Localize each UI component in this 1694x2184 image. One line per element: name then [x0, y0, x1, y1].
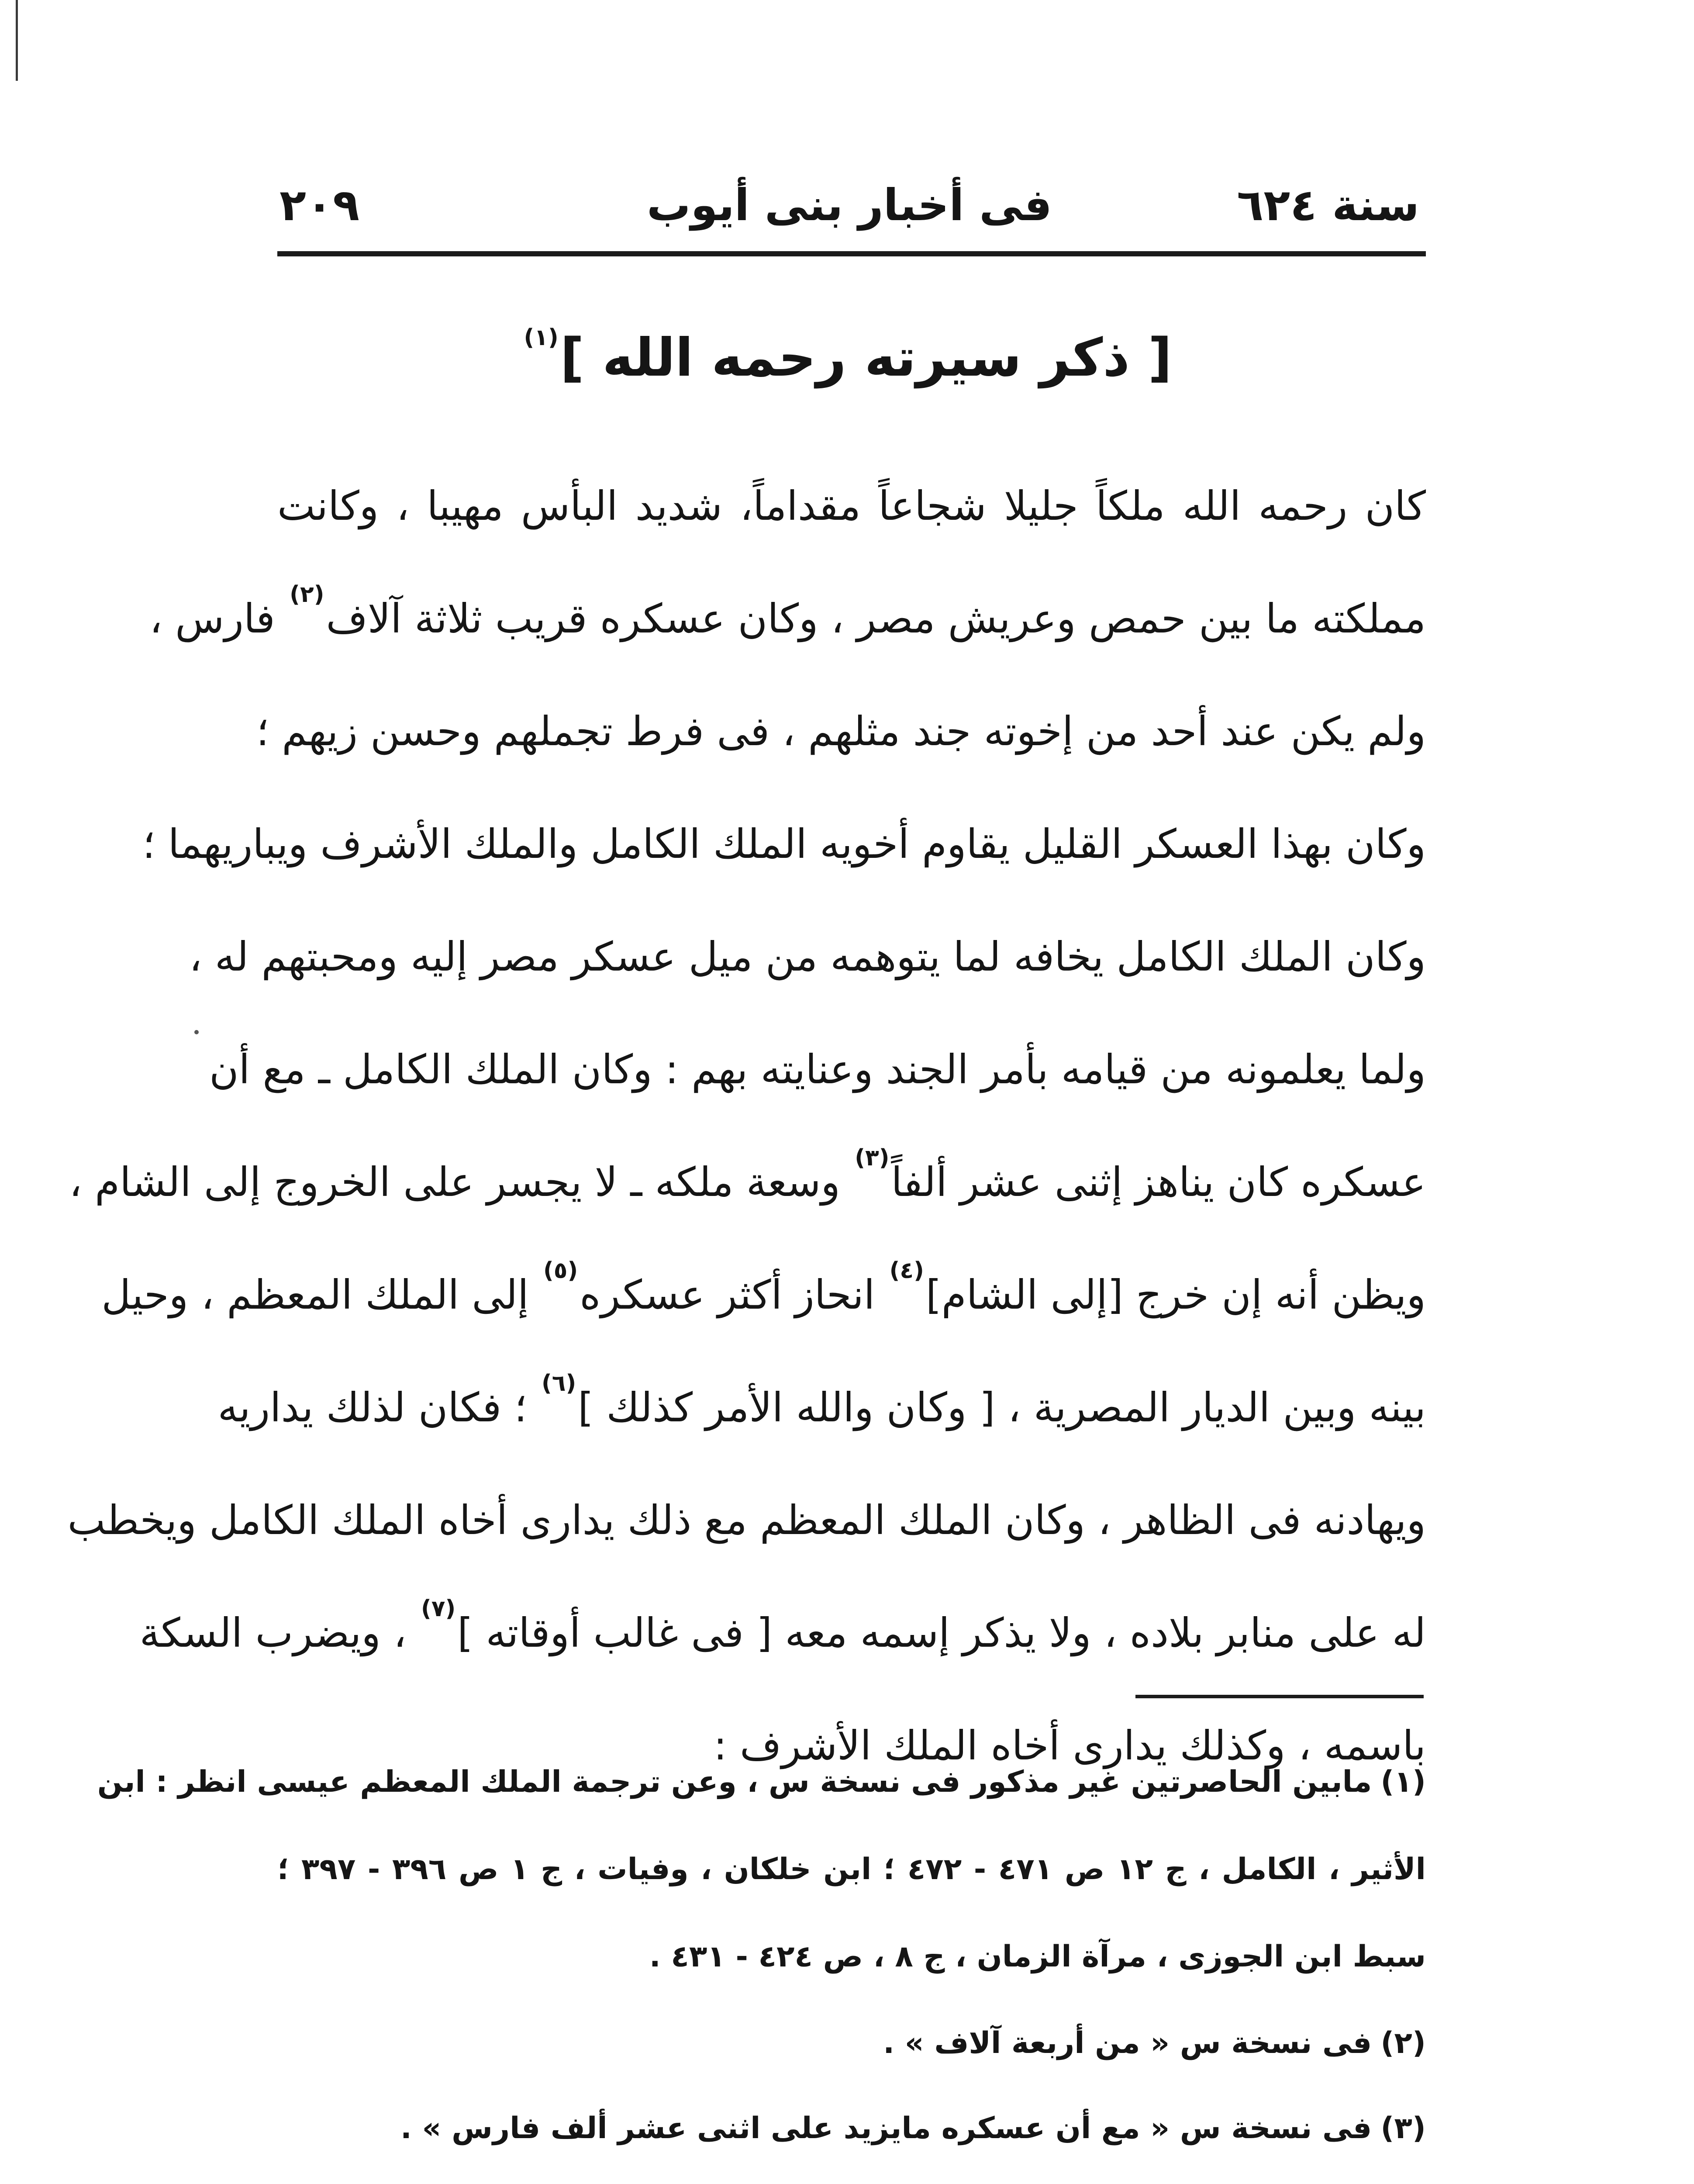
body-text [67, 450, 1426, 1802]
footnote-line [277, 2001, 1426, 2086]
footnote-number: (١) [1380, 1765, 1426, 1799]
footnote-marker: (٤) [889, 1258, 924, 1284]
body-line: باسمه ، وكذلك يدارى أخاه الملك الأشرف : [713, 1722, 1426, 1769]
footnote-text: سبط ابن الجوزى ، مرآة الزمان ، ج ٨ ، ص ٤٢٤ - ٤٣١ . [649, 1939, 1426, 1974]
footnote-text: مابين الحاصرتين غير مذكور فى نسخة س ، وعن ترجمة الملك المعظم عيسى انظر : ابن [97, 1765, 1372, 1799]
footnote-text: فى نسخة س « مع أن عسكره مايزيد على اثنى عشر ألف فارس » . [400, 2111, 1372, 2146]
running-header [271, 166, 1428, 245]
footnote-marker: (٧) [421, 1596, 456, 1622]
footnote-number: (٢) [1380, 2026, 1426, 2060]
header-year: سنة ٦٢٤ [1237, 180, 1419, 231]
footnote-number: (٣) [1380, 2111, 1426, 2146]
body-line: له على منابر بلاده ، ولا يذكر إسمه معه [ فى غالب أوقاته ]$^{(٧)}$ ، ويضرب السكة [139, 1596, 1426, 1656]
body-line: ولم يكن عند أحد من إخوته جند مثلهم ، فى فرط تجملهم وحسن زيهم ؛ [256, 708, 1426, 755]
footnote-marker: (٣) [855, 1145, 890, 1171]
footnote-marker: (٦) [541, 1370, 576, 1396]
body-line: مملكته ما بين حمص وعريش مصر ، وكان عسكره قريب ثلاثة آلاف$^{(٢)}$ فارس ، [149, 581, 1426, 642]
footnotes [97, 1738, 1426, 2184]
body-line: ويهادنه فى الظاهر ، وكان الملك المعظم مع ذلك يدارى أخاه الملك الكامل ويخطب [67, 1497, 1426, 1544]
footnote-line [277, 1826, 1426, 1913]
body-line: كان رحمه الله ملكاً جليلا شجاعاً مقداماً، شديد البأس مهيبا ، وكانت [277, 483, 1426, 529]
body-line: بينه وبين الديار المصرية ، [ وكان والله الأمر كذلك ]$^{(٦)}$ ؛ فكان لذلك يداريه [217, 1370, 1426, 1431]
footnote-line [277, 2171, 1426, 2184]
footnote-line [277, 1913, 1426, 2001]
footnote-line [97, 1738, 1426, 1826]
print-speck [194, 1030, 199, 1034]
footnote-text: فى نسخة س « من أربعة آلاف » . [883, 2026, 1372, 2060]
body-line: عسكره كان يناهز إثنى عشر ألفاً$^{(٣)}$ وسعة ملكه ـ لا يجسر على الخروج إلى الشام ، [69, 1145, 1426, 1206]
footnote-marker: (٥) [543, 1258, 578, 1284]
footnote-line [277, 2086, 1426, 2171]
body-line: وكان بهذا العسكر القليل يقاوم أخويه الملك الكامل والملك الأشرف ويباريهما ؛ [142, 821, 1426, 867]
header-rule [277, 251, 1426, 256]
page-edge-line [16, 0, 18, 81]
running-title: فى أخبار بنى أيوب [647, 180, 1052, 231]
page-number: ٢٠٩ [279, 180, 360, 231]
footnote-separator [1135, 1695, 1424, 1698]
footnote-text: الأثير ، الكامل ، ج ١٢ ص ٤٧١ - ٤٧٢ ؛ ابن خلكان ، وفيات ، ج ١ ص ٣٩٦ - ٣٩٧ ؛ [277, 1852, 1426, 1887]
body-line: ويظن أنه إن خرج [إلى الشام]$^{(٤)}$ انحاز أكثر عسكره$^{(٥)}$ إلى الملك المعظم ، وحيل [101, 1258, 1426, 1318]
body-line: وكان الملك الكامل يخافه لما يتوهمه من ميل عسكر مصر إليه ومحبتهم له ، [189, 933, 1426, 980]
body-line: ولما يعلمونه من قيامه بأمر الجند وعنايته بهم : وكان الملك الكامل ـ مع أن [209, 1046, 1426, 1093]
section-heading-text: [ ذكر سيرته رحمه الله ] [560, 328, 1172, 388]
footnote-marker: (٢) [290, 581, 324, 608]
heading-footnote-marker: (١) [524, 325, 559, 351]
section-heading [0, 314, 1694, 402]
